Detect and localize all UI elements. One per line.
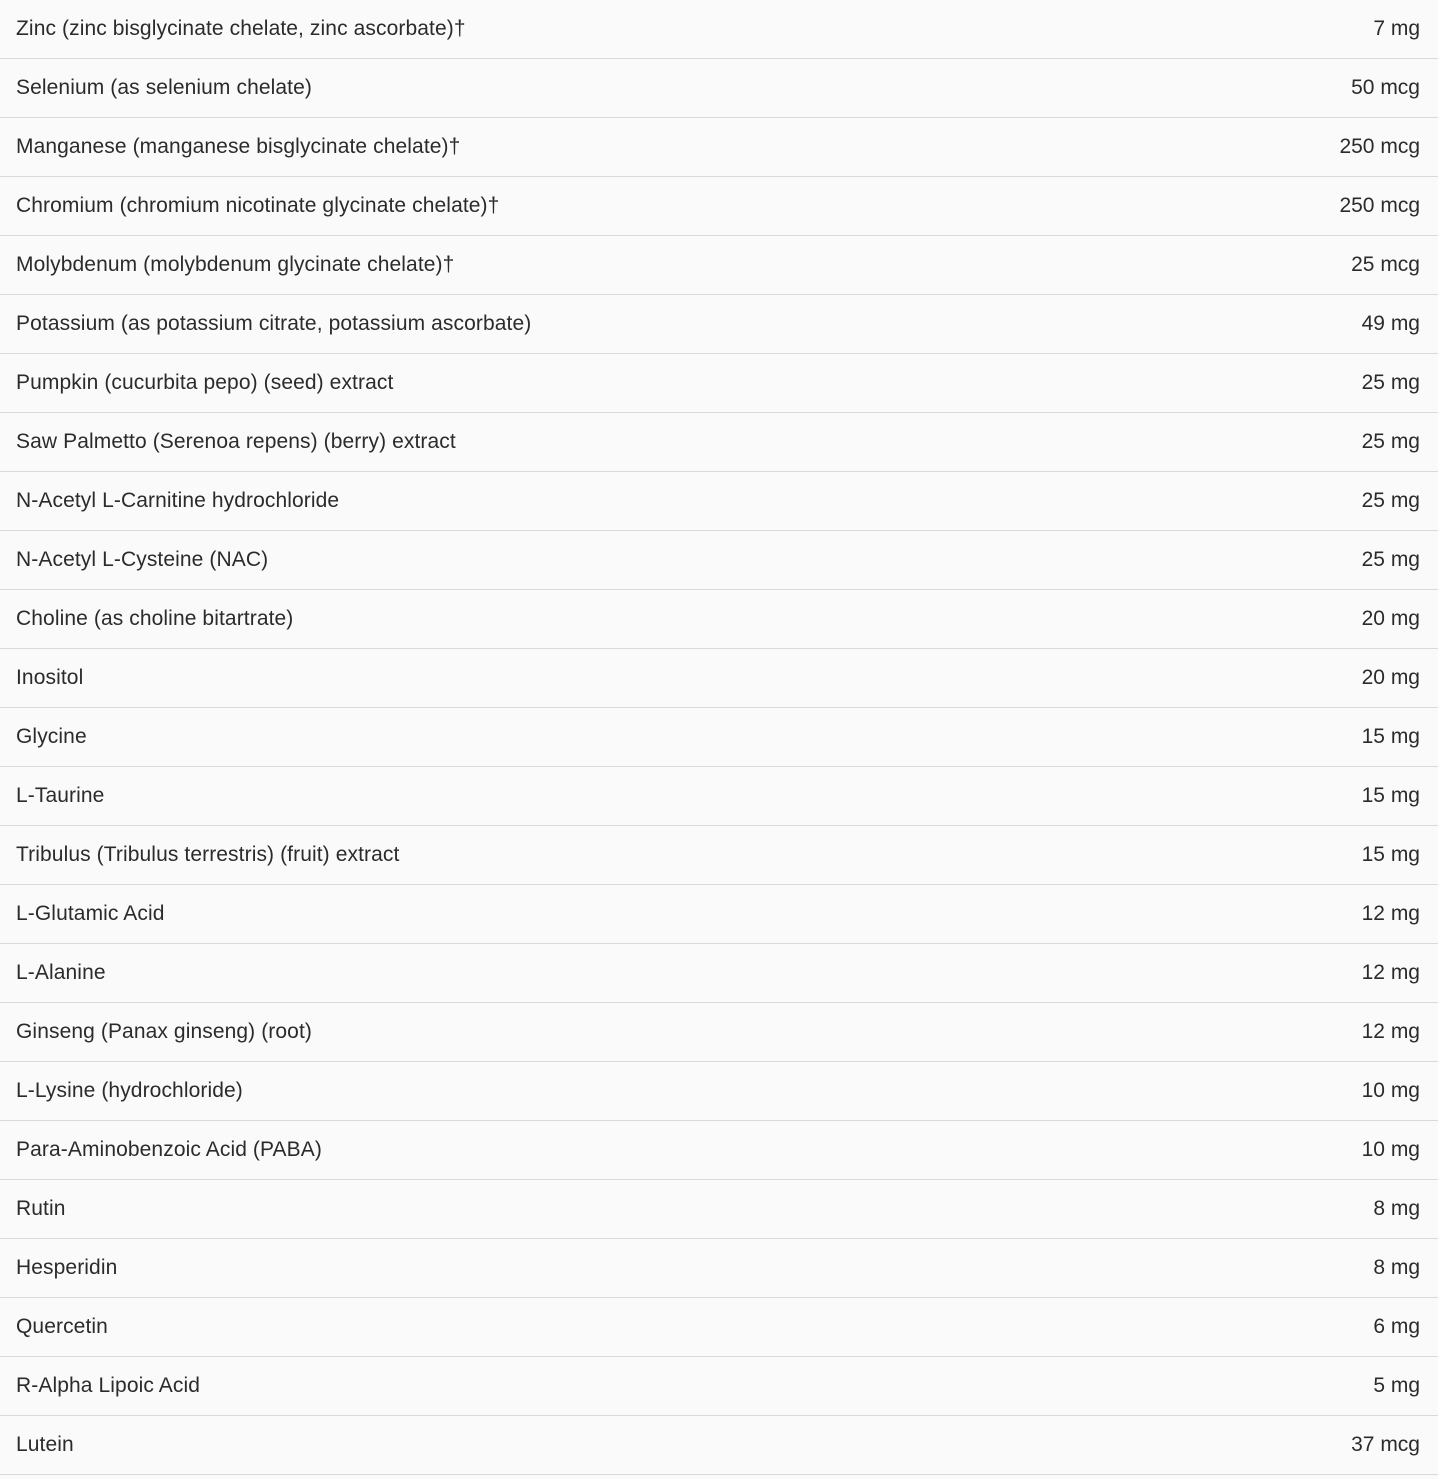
ingredient-name: Rutin — [16, 1197, 66, 1220]
table-row — [0, 531, 1438, 590]
table-row — [0, 826, 1438, 885]
ingredient-amount: 49 mg — [1361, 312, 1420, 335]
ingredient-amount: 25 mg — [1361, 489, 1420, 512]
ingredient-name: Quercetin — [16, 1315, 108, 1338]
table-row — [0, 236, 1438, 295]
ingredient-name: L-Glutamic Acid — [16, 902, 165, 925]
table-row — [0, 885, 1438, 944]
ingredient-amount: 20 mg — [1361, 607, 1420, 630]
ingredient-amount: 8 mg — [1373, 1197, 1420, 1220]
table-row — [0, 708, 1438, 767]
ingredient-name: Hesperidin — [16, 1256, 118, 1279]
table-row — [0, 1298, 1438, 1357]
table-row — [0, 1062, 1438, 1121]
ingredient-amount: 15 mg — [1361, 725, 1420, 748]
table-row — [0, 413, 1438, 472]
table-row — [0, 354, 1438, 413]
ingredient-amount: 250 mcg — [1339, 135, 1420, 158]
ingredient-name: Pumpkin (cucurbita pepo) (seed) extract — [16, 371, 394, 394]
ingredient-amount: 20 mg — [1361, 666, 1420, 689]
ingredient-amount: 25 mg — [1361, 371, 1420, 394]
ingredient-name: Lutein — [16, 1433, 74, 1456]
ingredient-amount: 50 mcg — [1351, 76, 1420, 99]
ingredient-name: Manganese (manganese bisglycinate chelate)† — [16, 135, 461, 158]
table-row — [0, 1003, 1438, 1062]
ingredient-amount: 15 mg — [1361, 784, 1420, 807]
ingredient-amount: 6 mg — [1373, 1315, 1420, 1338]
ingredient-name: Choline (as choline bitartrate) — [16, 607, 294, 630]
table-row — [0, 944, 1438, 1003]
table-row — [0, 295, 1438, 354]
ingredient-name: Para-Aminobenzoic Acid (PABA) — [16, 1138, 322, 1161]
ingredient-amount: 12 mg — [1361, 1020, 1420, 1043]
ingredient-amount: 12 mg — [1361, 902, 1420, 925]
ingredient-amount: 8 mg — [1373, 1256, 1420, 1279]
ingredient-amount: 7 mg — [1373, 17, 1420, 40]
ingredient-name: Potassium (as potassium citrate, potassium ascorbate) — [16, 312, 532, 335]
table-row — [0, 1416, 1438, 1475]
ingredient-amount: 12 mg — [1361, 961, 1420, 984]
table-row — [0, 177, 1438, 236]
ingredient-name: N-Acetyl L-Cysteine (NAC) — [16, 548, 269, 571]
ingredient-name: L-Taurine — [16, 784, 105, 807]
ingredient-name: Saw Palmetto (Serenoa repens) (berry) extract — [16, 430, 456, 453]
ingredient-amount: 10 mg — [1361, 1138, 1420, 1161]
ingredient-name: Ginseng (Panax ginseng) (root) — [16, 1020, 312, 1043]
ingredient-amount: 10 mg — [1361, 1079, 1420, 1102]
ingredient-amount: 15 mg — [1361, 843, 1420, 866]
table-row — [0, 118, 1438, 177]
ingredient-name: Zinc (zinc bisglycinate chelate, zinc ascorbate)† — [16, 17, 466, 40]
ingredient-amount: 25 mg — [1361, 548, 1420, 571]
table-row — [0, 649, 1438, 708]
ingredient-amount: 37 mcg — [1351, 1433, 1420, 1456]
ingredient-name: Inositol — [16, 666, 84, 689]
table-row — [0, 59, 1438, 118]
table-row — [0, 1180, 1438, 1239]
ingredient-name: Molybdenum (molybdenum glycinate chelate)† — [16, 253, 455, 276]
table-row — [0, 1357, 1438, 1416]
ingredient-name: Selenium (as selenium chelate) — [16, 76, 312, 99]
table-row — [0, 472, 1438, 531]
ingredient-name: L-Lysine (hydrochloride) — [16, 1079, 243, 1102]
ingredient-name: Glycine — [16, 725, 87, 748]
ingredient-amount: 25 mcg — [1351, 253, 1420, 276]
ingredient-amount: 250 mcg — [1339, 194, 1420, 217]
table-row — [0, 0, 1438, 59]
table-row — [0, 590, 1438, 649]
page-edge — [1438, 0, 1445, 1479]
ingredient-amount: 25 mg — [1361, 430, 1420, 453]
ingredient-name: L-Alanine — [16, 961, 106, 984]
table-row — [0, 1121, 1438, 1180]
ingredient-name: Tribulus (Tribulus terrestris) (fruit) extract — [16, 843, 400, 866]
ingredient-name: N-Acetyl L-Carnitine hydrochloride — [16, 489, 340, 512]
table-row — [0, 767, 1438, 826]
ingredient-name: R-Alpha Lipoic Acid — [16, 1374, 200, 1397]
ingredient-amount: 5 mg — [1373, 1374, 1420, 1397]
ingredient-name: Chromium (chromium nicotinate glycinate chelate)† — [16, 194, 500, 217]
table-row — [0, 1239, 1438, 1298]
